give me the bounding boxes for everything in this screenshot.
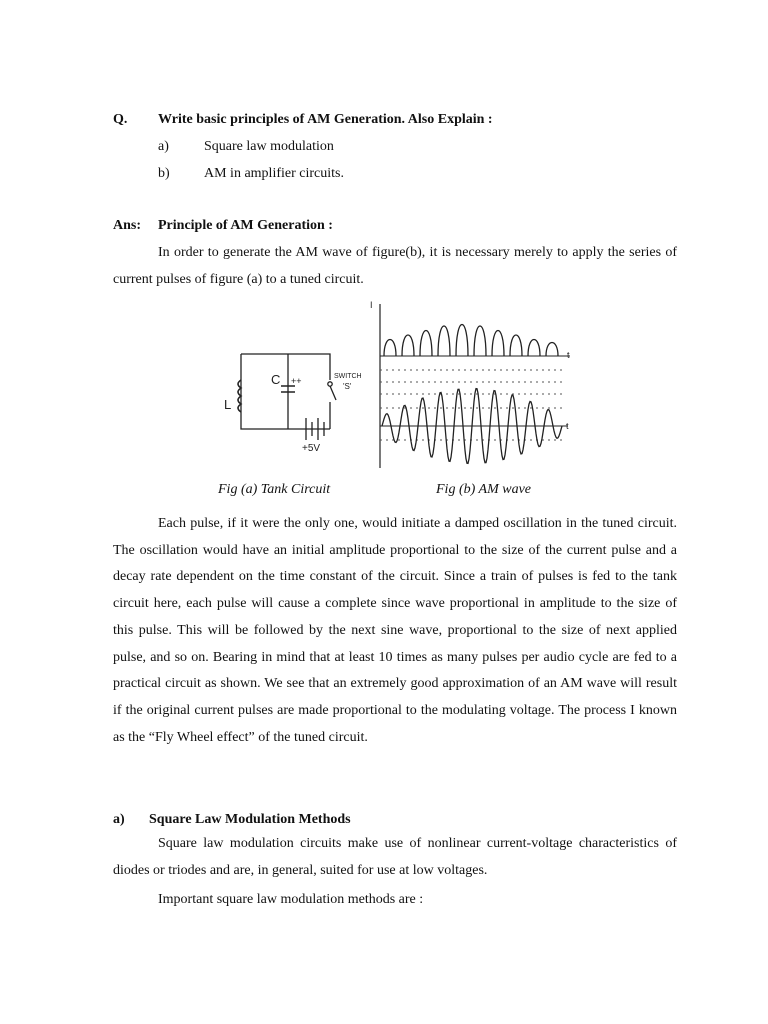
- question-part-a-letter: a): [158, 139, 169, 154]
- time-axis-label-a: t: [567, 350, 570, 360]
- time-axis-label-b: t: [566, 421, 569, 431]
- body-paragraph-text: Each pulse, if it were the only one, would initiate a damped oscillation in the tuned circuit. The oscillation would have an initial amplitude proportional to the size of the current pulse and a decay rate dependent on the time constant of the circuit. Since a train of pulses is fed to the tank circuit here, each pulse will cause a complete since wave proportional in amplitude to the size of this pulse. This will be followed by the next sine wave, proportional to the size of next applied pulse, and so on. Bearing in mind that at least 10 times as many pulses per audio cycle are fed to a practical circuit as shown. We see that an extremely good approximation of an AM wave will result if the original current pulses are made proportional to the modulating voltage. The process I known as the “Fly Wheel effect” of the tuned circuit.: [113, 516, 677, 745]
- am-waveform: [382, 389, 562, 464]
- switch-name-label: 'S': [343, 382, 352, 391]
- answer-label: Ans:: [113, 218, 142, 233]
- question-part-b-letter: b): [158, 166, 170, 181]
- section-a-letter: a): [113, 812, 125, 827]
- question-text: Write basic principles of AM Generation. Also Explain :: [158, 112, 493, 127]
- switch-blade: [330, 386, 336, 400]
- capacitor-label: C: [271, 372, 281, 387]
- answer-intro-text: In order to generate the AM wave of figure(b), it is necessary merely to apply the series of current pulses of figure (a) to a tuned circuit.: [113, 245, 677, 287]
- inductor-label: L: [224, 397, 232, 412]
- current-axis-label: I: [370, 300, 373, 310]
- am-generation-figure: [0, 296, 768, 476]
- question-part-a-text: Square law modulation: [204, 139, 334, 154]
- answer-heading: Principle of AM Generation :: [158, 218, 333, 233]
- section-a-paragraph: [113, 831, 677, 884]
- section-a-paragraph-text: Square law modulation circuits make use of nonlinear current-voltage characteristics of diodes or triodes and are, in general, suited for use at low voltages.: [113, 836, 677, 878]
- switch-label: SWITCH: [334, 373, 362, 380]
- caption-tank-circuit: Fig (a) Tank Circuit: [218, 482, 331, 497]
- caption-am-wave: Fig (b) AM wave: [436, 482, 531, 497]
- section-a-heading: Square Law Modulation Methods: [149, 812, 351, 827]
- body-paragraph: [113, 511, 677, 751]
- question-label: Q.: [113, 112, 128, 127]
- tank-circuit-diagram: [238, 354, 336, 440]
- question-part-b-text: AM in amplifier circuits.: [204, 166, 344, 181]
- section-a-closing: Important square law modulation methods are :: [158, 892, 424, 907]
- pulse-train: [384, 325, 558, 357]
- answer-intro-paragraph: [113, 240, 677, 293]
- am-wave-diagram: [370, 300, 570, 468]
- capacitor-plus-label: ++: [291, 376, 302, 386]
- supply-label: +5V: [302, 443, 321, 454]
